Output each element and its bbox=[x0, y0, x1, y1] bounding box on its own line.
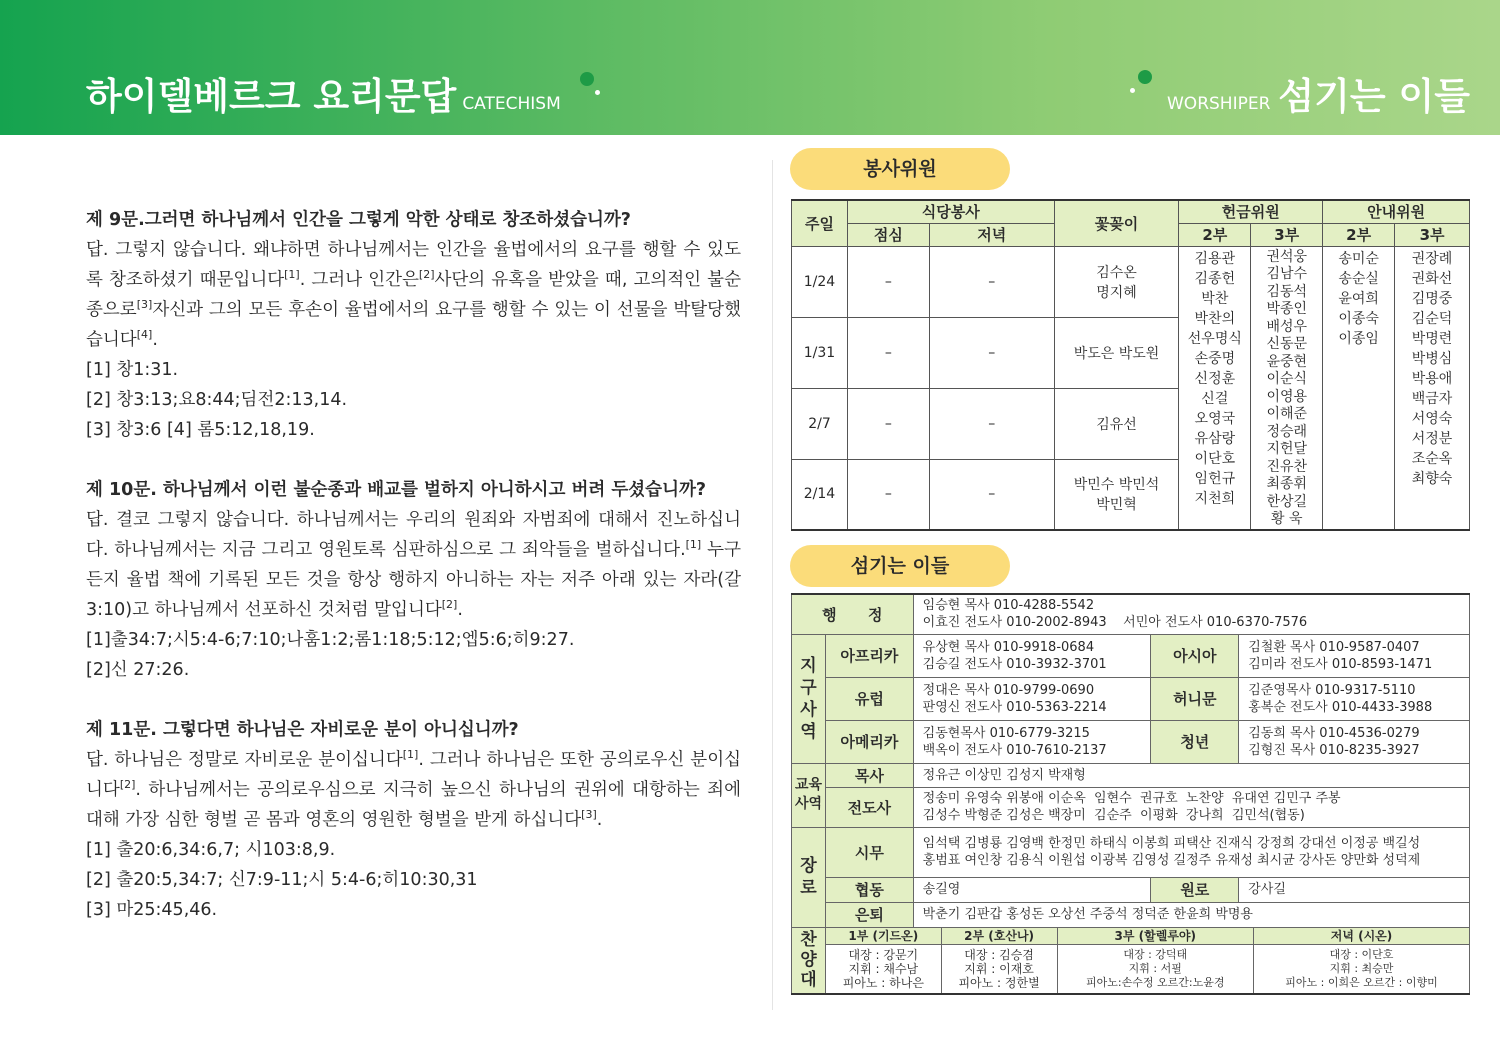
servers-table bbox=[791, 593, 1470, 995]
decor-dot-small bbox=[1130, 88, 1135, 93]
europe-info: 정대은 목사 010-9799-0690 판영신 전도사 010-5363-2214 bbox=[913, 677, 1151, 720]
choir-group-info: 대장 : 이단호 지휘 : 최승만 피아노 : 이희은 오르간 : 이향미 bbox=[1254, 945, 1470, 994]
flower-cell: 김유선 bbox=[1054, 388, 1179, 459]
edu-evangelist-label: 전도사 bbox=[825, 787, 913, 827]
worshiper-title bbox=[1167, 66, 1470, 120]
flower-cell: 박도은 박도원 bbox=[1054, 317, 1179, 388]
question-11-title: 제 11문. 그렇다면 하나님은 자비로운 분이 아니십니까? bbox=[86, 720, 519, 740]
col-header-usher-2: 2부 bbox=[1323, 223, 1395, 246]
worshiper-title-text: 섬기는 이들 bbox=[1278, 75, 1470, 118]
dinner-cell: – bbox=[929, 317, 1054, 388]
elders-active-names: 임석택 김병룡 김영백 한정민 하태식 이봉희 피택산 진재식 강정희 강대선 이정공 백길성 홍범표 여인창 김용식 이원섭 이광복 김영성 길정주 유재성 최시균 강사돈 양만화 성덕제 bbox=[913, 827, 1469, 877]
elders-active-label: 시무 bbox=[825, 827, 913, 877]
col-header-offering: 헌금위원 bbox=[1179, 200, 1323, 223]
catechism-subtitle: CATECHISM bbox=[462, 94, 561, 114]
honeymoon-label: 허니문 bbox=[1151, 677, 1239, 720]
elders-assoc-names: 송길영 bbox=[913, 877, 1151, 902]
choir-group-info: 대장 : 김승겸 지휘 : 이재호 피아노 : 정한별 bbox=[941, 945, 1057, 994]
reference: [3] 마25:45,46. bbox=[86, 900, 218, 920]
question-9-title: 제 9문.그러면 하나님께서 인간을 그렇게 악한 상태로 창조하셨습니까? bbox=[86, 210, 631, 230]
asia-label: 아시아 bbox=[1151, 634, 1239, 677]
col-header-usher-3: 3부 bbox=[1395, 223, 1470, 246]
usher-3-list: 권장례 권화선 김명중 김순덕 박명련 박병심 박용애 백금자 서영숙 서정분 조순옥 최향숙 bbox=[1395, 246, 1470, 530]
america-info: 김동현목사 010-6779-3215 백옥이 전도사 010-7610-2137 bbox=[913, 720, 1151, 763]
flower-cell: 김수온 명지혜 bbox=[1054, 246, 1179, 317]
dinner-cell: – bbox=[929, 388, 1054, 459]
offering-2-list: 김용관 김종헌 박찬 박찬의 선우명식 손중명 신정훈 신걸 오영국 유삼랑 이단호 임헌규 지천희 bbox=[1179, 246, 1251, 530]
youth-info: 김동희 목사 010-4536-0279 김형진 목사 010-8235-3927 bbox=[1239, 720, 1470, 763]
col-header-flower: 꽃꽂이 bbox=[1054, 200, 1179, 246]
elders-retired-names: 박춘기 김판갑 홍성돈 오상선 주중석 정덕준 한윤희 박명용 bbox=[913, 902, 1469, 927]
col-header-dinner: 저녁 bbox=[929, 223, 1054, 246]
col-header-offering-2: 2부 bbox=[1179, 223, 1251, 246]
choir-table bbox=[826, 928, 1469, 994]
admin-info: 임승현 목사 010-4288-5542 이효진 전도사 010-2002-8943 서민아 전도사 010-6370-7576 bbox=[913, 594, 1469, 634]
reference: [3] 창3:6 [4] 롬5:12,18,19. bbox=[86, 420, 315, 440]
lunch-cell: – bbox=[847, 317, 929, 388]
worshiper-subtitle: WORSHIPER bbox=[1167, 94, 1271, 114]
lunch-cell: – bbox=[847, 388, 929, 459]
date-cell: 1/31 bbox=[792, 317, 848, 388]
col-header-usher: 안내위원 bbox=[1323, 200, 1470, 223]
africa-label: 아프리카 bbox=[825, 634, 913, 677]
reference: [1] 창1:31. bbox=[86, 360, 179, 380]
lunch-cell: – bbox=[847, 246, 929, 317]
col-header-lunch: 점심 bbox=[847, 223, 929, 246]
youth-label: 청년 bbox=[1151, 720, 1239, 763]
volunteers-table bbox=[791, 199, 1470, 531]
reference: [2]신 27:26. bbox=[86, 660, 190, 680]
col-header-date: 주일 bbox=[792, 200, 848, 246]
edu-pastor-names: 정유근 이상민 김성지 박재형 bbox=[913, 763, 1469, 787]
edu-evangelist-names: 정송미 유영숙 위봉애 이순옥 임현수 권규호 노찬양 유대연 김민구 주봉 김성수 박형준 김성은 백장미 김순주 이평화 강나희 김민석(협동) bbox=[913, 787, 1469, 827]
col-header-dining: 식당봉사 bbox=[847, 200, 1054, 223]
decor-dot bbox=[580, 72, 594, 86]
reference: [1]출34:7;시5:4-6;7:10;나훔1:2;롬1:18;5:12;엡5:6;히9:27. bbox=[86, 630, 575, 650]
education-label: 교육사역 bbox=[792, 763, 826, 827]
catechism-section bbox=[86, 205, 741, 925]
question-11-answer: 답. 하나님은 정말로 자비로운 분이십니다[1]. 그러나 하나님은 또한 공의로우신 분이십니다[2]. 하나님께서는 공의로우심으로 지극히 높으신 하나님의 권위에 대항하는 죄에 대해 가장 심한 형벌 곧 몸과 영혼의 영원한 형벌을 받게 하십니다[3]. bbox=[86, 748, 741, 830]
elders-label: 장로 bbox=[792, 827, 826, 927]
choir-group-name: 3부 (할렐루야) bbox=[1057, 928, 1253, 945]
reference: [2] 창3:13;요8:44;딤전2:13,14. bbox=[86, 390, 348, 410]
elders-assoc-label: 협동 bbox=[825, 877, 913, 902]
question-9-answer: 답. 그렇지 않습니다. 왜냐하면 하나님께서는 인간을 율법에서의 요구를 행할 수 있도록 창조하셨기 때문입니다[1]. 그러나 인간은[2]사단의 유혹을 받았을 때, 고의적인 불순종으로[3]자신과 그의 모든 후손이 율법에서의 요구를 행할 수 있는 이 선물을 박탈당했습니다[4]. bbox=[86, 240, 741, 350]
elders-origin-label: 원로 bbox=[1151, 877, 1239, 902]
dinner-cell: – bbox=[929, 246, 1054, 317]
choir-group-name: 저녁 (시온) bbox=[1254, 928, 1470, 945]
usher-2-list: 송미순 송순실 윤여희 이종숙 이종임 bbox=[1323, 246, 1395, 530]
choir-cell bbox=[825, 927, 1469, 994]
dinner-cell: – bbox=[929, 459, 1054, 530]
volunteers-heading: 봉사위원 bbox=[790, 148, 1010, 190]
page-header bbox=[0, 0, 1500, 135]
reference: [2] 출20:5,34:7; 신7:9-11;시 5:4-6;히10:30,31 bbox=[86, 870, 478, 890]
choir-group-name: 2부 (호산나) bbox=[941, 928, 1057, 945]
choir-label: 찬양대 bbox=[792, 927, 826, 994]
table-row bbox=[792, 246, 1470, 317]
africa-info: 유상현 목사 010-9918-0684 김승길 전도사 010-3932-3701 bbox=[913, 634, 1151, 677]
elders-retired-label: 은퇴 bbox=[825, 902, 913, 927]
admin-label: 행 정 bbox=[792, 594, 914, 634]
america-label: 아메리카 bbox=[825, 720, 913, 763]
elders-origin-names: 강사길 bbox=[1239, 877, 1470, 902]
catechism-title-text: 하이델베르크 요리문답 bbox=[86, 75, 457, 118]
question-10-answer: 답. 결코 그렇지 않습니다. 하나님께서는 우리의 원죄와 자범죄에 대해서 진노하십니다. 하나님께서는 지금 그리고 영원토록 심판하심으로 그 죄악들을 벌하십니다.[1] 누구든지 율법 책에 기록된 모든 것을 항상 행하지 아니하는 자는 저주 아래 있는 자라(갈 3:10)고 하나님께서 선포하신 것처럼 말입니다[2]. bbox=[86, 510, 741, 620]
choir-group-info: 대장 : 강문기 지휘 : 채수남 피아노 : 하나은 bbox=[826, 945, 941, 994]
asia-info: 김철환 목사 010-9587-0407 김미라 전도사 010-8593-1471 bbox=[1239, 634, 1470, 677]
column-divider bbox=[772, 160, 773, 1010]
col-header-offering-3: 3부 bbox=[1251, 223, 1323, 246]
date-cell: 1/24 bbox=[792, 246, 848, 317]
decor-dot-small bbox=[595, 90, 600, 95]
date-cell: 2/14 bbox=[792, 459, 848, 530]
flower-cell: 박민수 박민석 박민혁 bbox=[1054, 459, 1179, 530]
date-cell: 2/7 bbox=[792, 388, 848, 459]
decor-dot bbox=[1138, 70, 1152, 84]
lunch-cell: – bbox=[847, 459, 929, 530]
honeymoon-info: 김준영목사 010-9317-5110 홍복순 전도사 010-4433-3988 bbox=[1239, 677, 1470, 720]
offering-3-list: 권석웅 김남수 김동석 박종인 배성우 신동문 윤중현 이순식 이영용 이해준 정승래 지헌달 진유찬 최종휘 한상길 황 욱 bbox=[1251, 246, 1323, 530]
edu-pastor-label: 목사 bbox=[825, 763, 913, 787]
choir-group-name: 1부 (기드온) bbox=[826, 928, 941, 945]
reference: [1] 출20:6,34:6,7; 시103:8,9. bbox=[86, 840, 336, 860]
choir-group-info: 대장 : 강덕태 지휘 : 서필 피아노:손수정 오르간:노윤경 bbox=[1057, 945, 1253, 994]
servers-heading: 섬기는 이들 bbox=[790, 545, 1010, 587]
district-label: 지구사역 bbox=[792, 634, 826, 763]
europe-label: 유럽 bbox=[825, 677, 913, 720]
question-10-title: 제 10문. 하나님께서 이런 불순종과 배교를 벌하지 아니하시고 버려 두셨습니까? bbox=[86, 480, 707, 500]
catechism-title bbox=[86, 66, 561, 120]
